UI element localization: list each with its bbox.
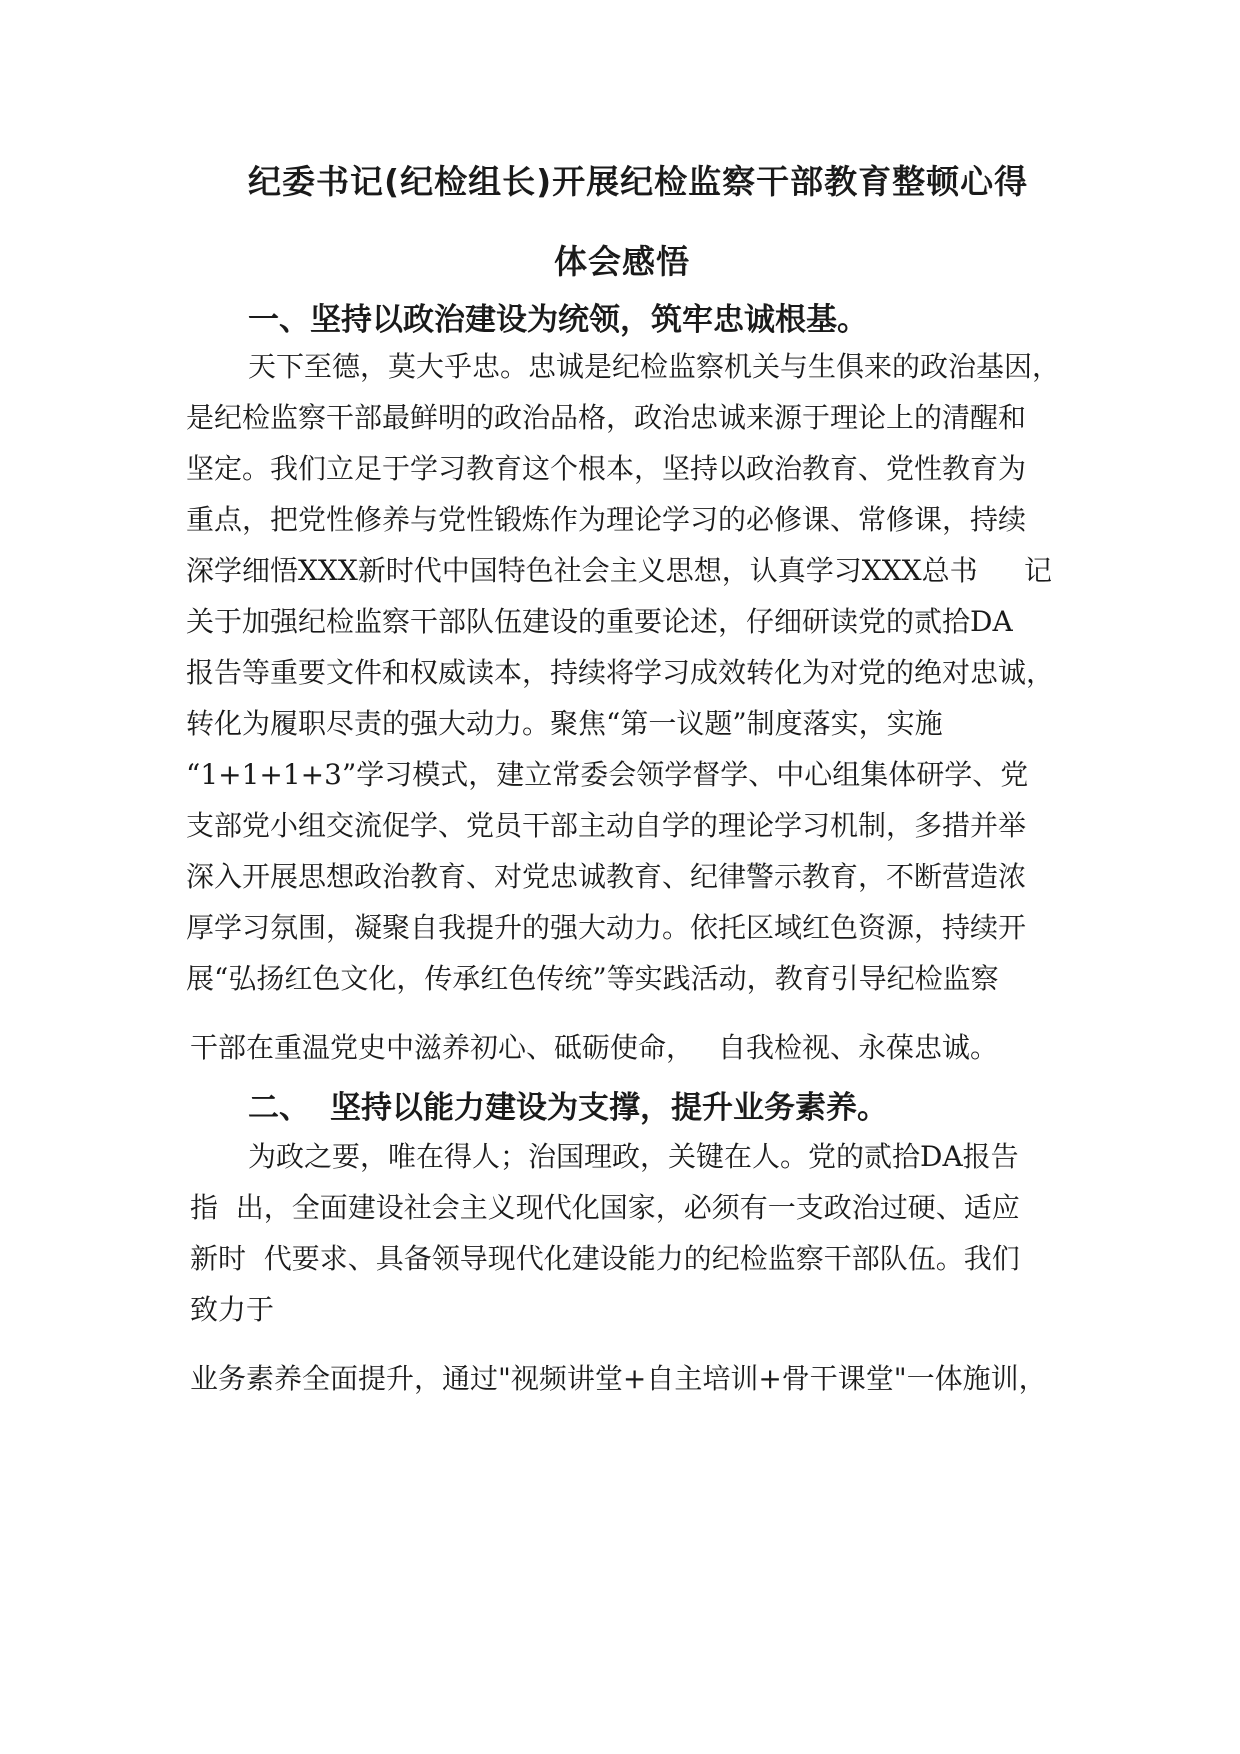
section-2-line: 指 出，全面建设社会主义现代化国家，必须有一支政治过硬、适应 bbox=[190, 1191, 1020, 1224]
section-1-heading: 一、坚持以政治建设为统领，筑牢忠诚根基。 bbox=[248, 302, 868, 338]
section-1-line: 报告等重要文件和权威读本，持续将学习成效转化为对党的绝对忠诚， bbox=[186, 656, 1055, 689]
section-1-line: 干部在重温党史中滋养初心、砥砺使命， bbox=[190, 1031, 695, 1064]
section-2-line: 新时 代要求、具备领导现代化建设能力的纪检监察干部队伍。我们 bbox=[190, 1242, 1020, 1275]
document-title-line-2: 体会感悟 bbox=[554, 242, 690, 281]
section-1-line: 转化为履职尽责的强大动力。聚焦“第一议题”制度落实，实施 bbox=[186, 707, 943, 740]
section-1-line: 深学细悟XXX新时代中国特色社会主义思想，认真学习XXX总书 bbox=[186, 554, 978, 587]
section-2-line: 业务素养全面提升，通过"视频讲堂+自主培训+骨干课堂"一体施训， bbox=[190, 1362, 1047, 1395]
section-1-line: 自我检视、永葆忠诚。 bbox=[718, 1031, 999, 1064]
document-title-line-1: 纪委书记(纪检组长)开展纪检监察干部教育整顿心得 bbox=[248, 162, 1029, 201]
section-1-line: 展“弘扬红色文化，传承红色传统”等实践活动，教育引导纪检监察 bbox=[186, 962, 999, 995]
section-1-line: 坚定。我们立足于学习教育这个根本，坚持以政治教育、党性教育为 bbox=[186, 452, 1027, 485]
section-1-line: 记 bbox=[1024, 554, 1053, 587]
section-2-heading: 坚持以能力建设为支撑，提升业务素养。 bbox=[330, 1090, 888, 1126]
section-2-heading-number: 二、 bbox=[248, 1090, 310, 1126]
section-1-line: 厚学习氛围，凝聚自我提升的强大动力。依托区域红色资源，持续开 bbox=[186, 911, 1027, 944]
section-1-line: 关于加强纪检监察干部队伍建设的重要论述，仔细研读党的贰拾DA bbox=[186, 605, 1013, 638]
section-1-line: 支部党小组交流促学、党员干部主动自学的理论学习机制，多措并举 bbox=[186, 809, 1027, 842]
section-1-line: 是纪检监察干部最鲜明的政治品格，政治忠诚来源于理论上的清醒和 bbox=[186, 401, 1027, 434]
section-1-line: 重点，把党性修养与党性锻炼作为理论学习的必修课、常修课，持续 bbox=[186, 503, 1027, 536]
section-1-line: 天下至德，莫大乎忠。忠诚是纪检监察机关与生俱来的政治基因， bbox=[248, 350, 1061, 383]
section-2-line: 为政之要，唯在得人；治国理政，关键在人。党的贰拾DA报告 bbox=[248, 1140, 1019, 1173]
section-2-line: 致力于 bbox=[190, 1293, 275, 1326]
section-1-line: 深入开展思想政治教育、对党忠诚教育、纪律警示教育，不断营造浓 bbox=[186, 860, 1027, 893]
section-1-line: “1+1+1+3”学习模式，建立常委会领学督学、中心组集体研学、党 bbox=[186, 758, 1029, 791]
